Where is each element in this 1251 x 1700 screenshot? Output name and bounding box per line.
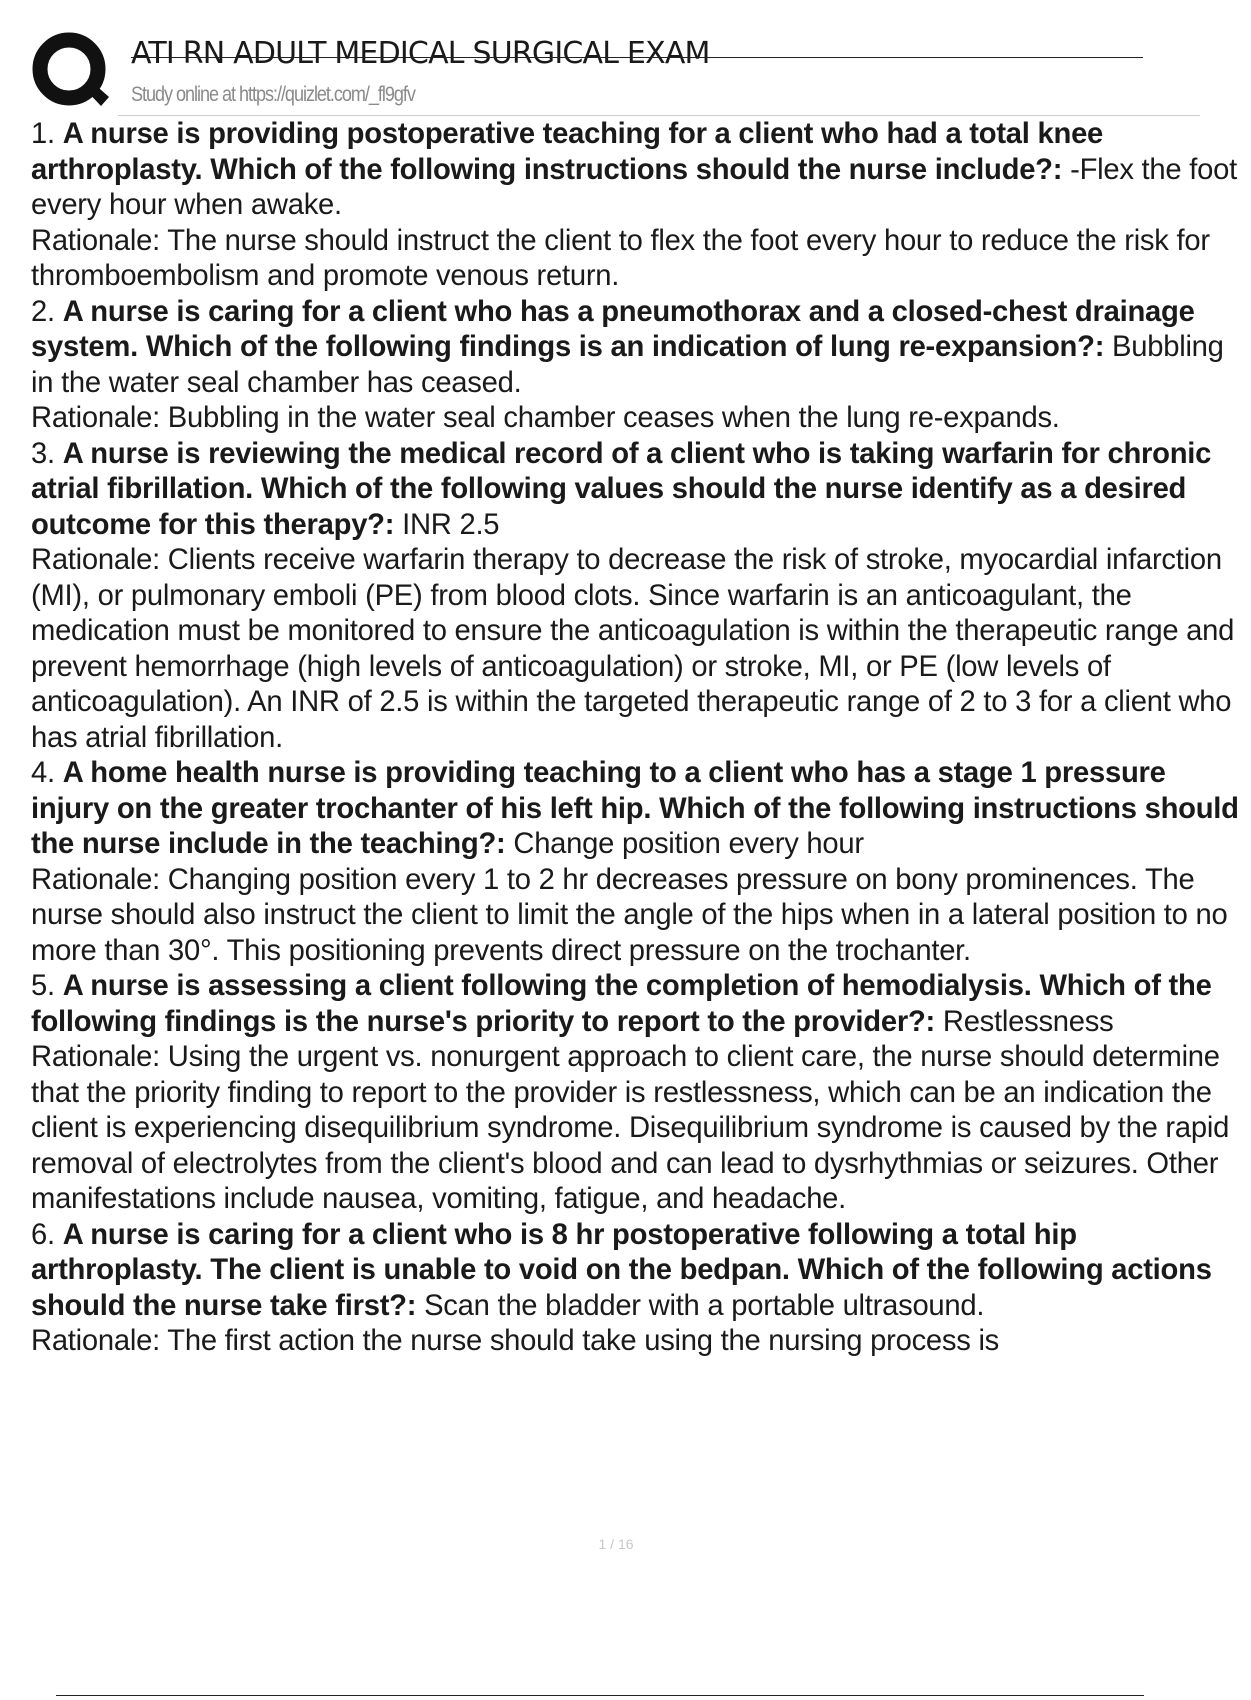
qa-list [31, 117, 1251, 1360]
question-paragraph [31, 295, 1251, 402]
rationale-text: Rationale: Using the urgent vs. nonurgent approach to client care, the nurse should determine that the priority finding to report to the provider is restlessness, which can be an indication the client is experiencing disequilibrium syndrome. Disequilibrium syndrome is caused by the rapid removal of electrolytes from the client's blood and can lead to dysrhythmias or seizures. Other manifestations include nausea, vomiting, fatigue, and headache. [31, 1041, 1230, 1215]
question-number: 3. [31, 437, 63, 470]
document-content [31, 117, 1239, 1497]
header-divider [118, 115, 1200, 116]
answer-text: Scan the bladder with a portable ultrasound. [416, 1289, 985, 1322]
question-text: A nurse is caring for a client who is 8 hr postoperative following a total hip arthroplasty. The client is unable to void on the bedpan. Which of the following actions should the nurse take first?: [31, 1218, 1212, 1322]
question-number: 6. [31, 1218, 63, 1251]
study-online-link[interactable]: Study online at https://quizlet.com/_fl9gfv [131, 83, 415, 106]
qa-item-2 [31, 295, 1251, 437]
question-number: 2. [31, 295, 63, 328]
answer-text: Restlessness [935, 1005, 1114, 1038]
qa-item-4 [31, 756, 1251, 969]
rationale-text: Rationale: Clients receive warfarin therapy to decrease the risk of stroke, myocardial infarction (MI), or pulmonary emboli (PE) from blood clots. Since warfarin is an anticoagulant, the medication must be monitored to ensure the anticoagulation is within the therapeutic range and prevent hemorrhage (high levels of anticoagulation) or stroke, MI, or PE (low levels of anticoagulation). An INR of 2.5 is within the targeted therapeutic range of 2 to 3 for a client who has atrial fibrillation. [31, 544, 1235, 754]
question-paragraph [31, 756, 1251, 863]
question-text: A nurse is reviewing the medical record of a client who is taking warfarin for chronic atrial fibrillation. Which of the following values should the nurse identify as a desired outcome for this therapy?: [31, 437, 1212, 541]
rationale-text: Rationale: The nurse should instruct the client to flex the foot every hour to reduce the risk for thromboembolism and promote venous return. [31, 224, 1210, 292]
question-text: A nurse is providing postoperative teaching for a client who had a total knee arthroplasty. Which of the following instructions should the nurse include?: [31, 118, 1104, 186]
document-header [0, 0, 1200, 118]
quizlet-logo-icon [31, 31, 111, 111]
question-paragraph [31, 969, 1251, 1040]
rationale-text: Rationale: Changing position every 1 to 2 hr decreases pressure on bony prominences. The nurse should also instruct the client to limit the angle of the hips when in a lateral position to no more than 30°. This positioning prevents direct pressure on the trochanter. [31, 863, 1228, 967]
answer-text: INR 2.5 [394, 508, 500, 541]
answer-text: -Flex the foot every hour when awake. [31, 153, 1237, 221]
question-number: 4. [31, 757, 63, 789]
question-paragraph [31, 1218, 1251, 1325]
qa-item-6 [31, 1218, 1251, 1360]
question-text: A nurse is caring for a client who has a pneumothorax and a closed-chest drainage system. Which of the following findings is an indication of lung re-expansion?: [31, 295, 1195, 363]
page-number: 1 / 16 [598, 1536, 634, 1552]
title-strikethrough-rule [131, 57, 1143, 58]
answer-text: Bubbling in the water seal chamber has ceased. [31, 331, 1224, 399]
footer-divider [56, 1695, 1144, 1696]
question-text: A home health nurse is providing teaching to a client who has a stage 1 pressure injury on the greater trochanter of his left hip. Which of the following instructions should the nurse include in the teaching?: [31, 757, 1239, 860]
question-paragraph [31, 117, 1251, 224]
text-clip [31, 117, 1239, 1360]
question-text: A nurse is assessing a client following the completion of hemodialysis. Which of the following findings is the nurse's priority to report to the provider?: [31, 970, 1212, 1038]
question-number: 1. [31, 118, 63, 150]
document-title: ATI RN ADULT MEDICAL SURGICAL EXAM [131, 36, 710, 71]
question-number: 5. [31, 970, 63, 1002]
rationale-text: Rationale: The first action the nurse should take using the nursing process is [31, 1325, 1000, 1357]
answer-text: Change position every hour [505, 828, 864, 860]
qa-item-5 [31, 969, 1251, 1218]
qa-item-3 [31, 437, 1251, 757]
qa-item-1 [31, 117, 1251, 295]
question-paragraph [31, 437, 1251, 544]
rationale-text: Rationale: Bubbling in the water seal chamber ceases when the lung re-expands. [31, 402, 1060, 434]
